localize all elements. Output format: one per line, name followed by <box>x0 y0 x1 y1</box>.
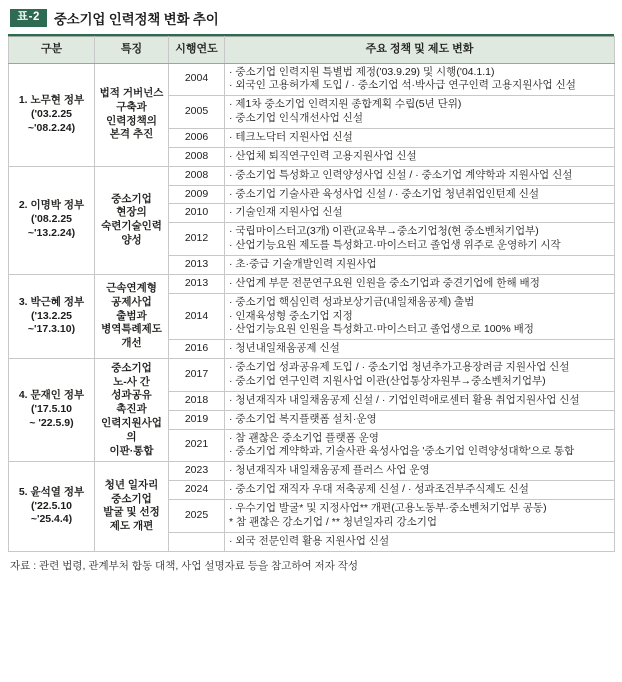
table-row <box>9 274 615 293</box>
policy-cell <box>225 410 615 429</box>
policy-line: · 청년재직자 내일채움공제 플러스 사업 운영 <box>229 464 430 477</box>
year-cell: 2005 <box>169 96 225 129</box>
policy-line: · 중소기업 핵심인력 성과보상기금(내일채움공제) 출범 <box>229 295 475 308</box>
policy-cell <box>225 500 615 533</box>
policy-line: · 외국인 고용허가제 도입 / · 중소기업 석·박사급 연구인력 고용지원사업 신설 <box>229 79 576 92</box>
year-cell: 2006 <box>169 128 225 147</box>
policy-line: · 중소기업 인식개선사업 신설 <box>229 112 363 125</box>
policy-cell <box>225 293 615 340</box>
policy-cell <box>225 128 615 147</box>
policy-cell <box>225 255 615 274</box>
policy-line: · 기술인재 지원사업 신설 <box>229 206 343 219</box>
policy-cell <box>225 391 615 410</box>
policy-line: · 중소기업 복지플랫폼 설치·운영 <box>229 412 377 425</box>
policy-line: · 우수기업 발굴* 및 지정사업** 개편(고용노동부·중소벤처기업부 공동) <box>229 502 547 514</box>
policy-cell <box>225 63 615 96</box>
header-division: 구분 <box>9 37 95 64</box>
feature-cell: 청년 일자리 중소기업 발굴 및 선정 제도 개편 <box>95 462 169 551</box>
government-cell: 4. 문재인 정부 ('17.5.10 ~ '22.5.9) <box>9 359 95 462</box>
government-cell: 5. 윤석열 정부 ('22.5.10 ~'25.4.4) <box>9 462 95 551</box>
table-title-text: 중소기업 인력정책 변화 추이 <box>53 12 219 27</box>
policy-cell <box>225 166 615 185</box>
policy-cell <box>225 96 615 129</box>
policy-line: · 국립마이스터고(3개) 이관(교육부→중소기업청(현 중소벤처기업부) <box>229 225 539 238</box>
year-cell: 2008 <box>169 147 225 166</box>
year-cell: 2023 <box>169 462 225 481</box>
table-body <box>9 63 615 551</box>
policy-line: · 중소기업 재직자 우대 저축공제 신설 / · 성과조건부주식제도 신설 <box>229 483 529 496</box>
year-cell: 2013 <box>169 255 225 274</box>
table-header-row <box>9 37 615 64</box>
policy-table <box>8 36 615 552</box>
government-cell: 3. 박근혜 정부 ('13.2.25 ~'17.3.10) <box>9 274 95 358</box>
policy-cell <box>225 532 615 551</box>
government-cell: 1. 노무현 정부 ('03.2.25 ~'08.2.24) <box>9 63 95 166</box>
policy-cell <box>225 359 615 392</box>
table-row <box>9 359 615 392</box>
table-title <box>8 6 614 34</box>
feature-cell: 중소기업 현장의 숙련기술인력 양성 <box>95 166 169 274</box>
table-row <box>9 63 615 96</box>
feature-cell: 근속연계형 공제사업 출범과 병역특례제도 개선 <box>95 274 169 358</box>
feature-cell: 법적 거버넌스 구축과 인력정책의 본격 추진 <box>95 63 169 166</box>
policy-cell <box>225 147 615 166</box>
table-row <box>9 462 615 481</box>
year-cell: 2025 <box>169 500 225 533</box>
policy-line: · 중소기업 기술사관 육성사업 신설 / · 중소기업 청년취업인턴제 신설 <box>229 187 540 200</box>
year-cell: 2008 <box>169 166 225 185</box>
policy-cell <box>225 340 615 359</box>
policy-line: * 참 괜찮은 강소기업 / ** 청년일자리 강소기업 <box>229 515 438 528</box>
header-year: 시행연도 <box>169 37 225 64</box>
year-cell: 2016 <box>169 340 225 359</box>
policy-cell <box>225 462 615 481</box>
table-number-badge: 표-2 <box>10 9 47 28</box>
policy-line: · 중소기업 특성화고 인력양성사업 신설 / · 중소기업 계약학과 지원사업 신설 <box>229 168 573 181</box>
policy-line: · 테크노닥터 지원사업 신설 <box>229 130 353 143</box>
source-note: 자료 : 관련 법령, 관계부처 합동 대책, 사업 설명자료 등을 참고하여 저자 작성 <box>10 559 359 572</box>
year-cell: 2010 <box>169 204 225 223</box>
policy-line: · 인재육성형 중소기업 지정 <box>229 309 353 322</box>
policy-line: · 산업기능요원 제도를 특성화고·마이스터고 졸업생 위주로 운영하기 시작 <box>229 239 561 252</box>
policy-cell <box>225 429 615 462</box>
policy-line: · 외국 전문인력 활용 지원사업 신설 <box>229 534 390 547</box>
policy-line: · 참 괜찮은 중소기업 플랫폼 운영 <box>229 431 379 444</box>
policy-line: · 중소기업 인력지원 특별법 제정('03.9.29) 및 시행('04.1.1) <box>229 65 495 78</box>
policy-line: · 초·중급 기술개발인력 지원사업 <box>229 257 377 270</box>
policy-line: · 청년내일채움공제 신설 <box>229 342 340 355</box>
policy-line: · 산업체 퇴직연구인력 고용지원사업 신설 <box>229 149 417 162</box>
year-cell: 2013 <box>169 274 225 293</box>
table-row <box>9 166 615 185</box>
government-cell: 2. 이명박 정부 ('08.2.25 ~'13.2.24) <box>9 166 95 274</box>
policy-cell <box>225 274 615 293</box>
header-feature: 특징 <box>95 37 169 64</box>
year-cell: 2021 <box>169 429 225 462</box>
year-cell: 2014 <box>169 293 225 340</box>
year-cell: 2009 <box>169 185 225 204</box>
policy-line: · 제1차 중소기업 인력지원 종합계획 수립(5년 단위) <box>229 98 462 111</box>
policy-line: · 산업계 부문 전문연구요원 인원을 중소기업과 중견기업에 한해 배정 <box>229 276 540 289</box>
policy-cell <box>225 204 615 223</box>
year-cell: 2019 <box>169 410 225 429</box>
feature-cell: 중소기업 노-사 간 성과공유 촉진과 인력지원사업의 이판·통합 <box>95 359 169 462</box>
policy-cell <box>225 185 615 204</box>
policy-line: · 중소기업 계약학과, 기술사관 육성사업을 '중소기업 인력양성대학'으로 통합 <box>229 445 575 458</box>
policy-cell <box>225 481 615 500</box>
table-header <box>9 37 615 64</box>
year-cell: 2024 <box>169 481 225 500</box>
policy-cell <box>225 223 615 256</box>
year-cell: 2017 <box>169 359 225 392</box>
policy-line: · 중소기업 성과공유제 도입 / · 중소기업 청년추가고용장려금 지원사업 신설 <box>229 361 570 374</box>
year-cell: 2004 <box>169 63 225 96</box>
policy-line: · 산업기능요원 인원을 특성화고·마이스터고 졸업생으로 100% 배정 <box>229 323 534 336</box>
year-cell: 2018 <box>169 391 225 410</box>
year-cell <box>169 532 225 551</box>
year-cell: 2012 <box>169 223 225 256</box>
policy-line: · 중소기업 연구인력 지원사업 이관(산업통상자원부→중소벤처기업부) <box>229 374 546 387</box>
policy-line: · 청년재직자 내일채움공제 신설 / · 기업인력애로센터 활용 취업지원사업 신설 <box>229 393 580 406</box>
header-policies: 주요 정책 및 제도 변화 <box>225 37 615 64</box>
